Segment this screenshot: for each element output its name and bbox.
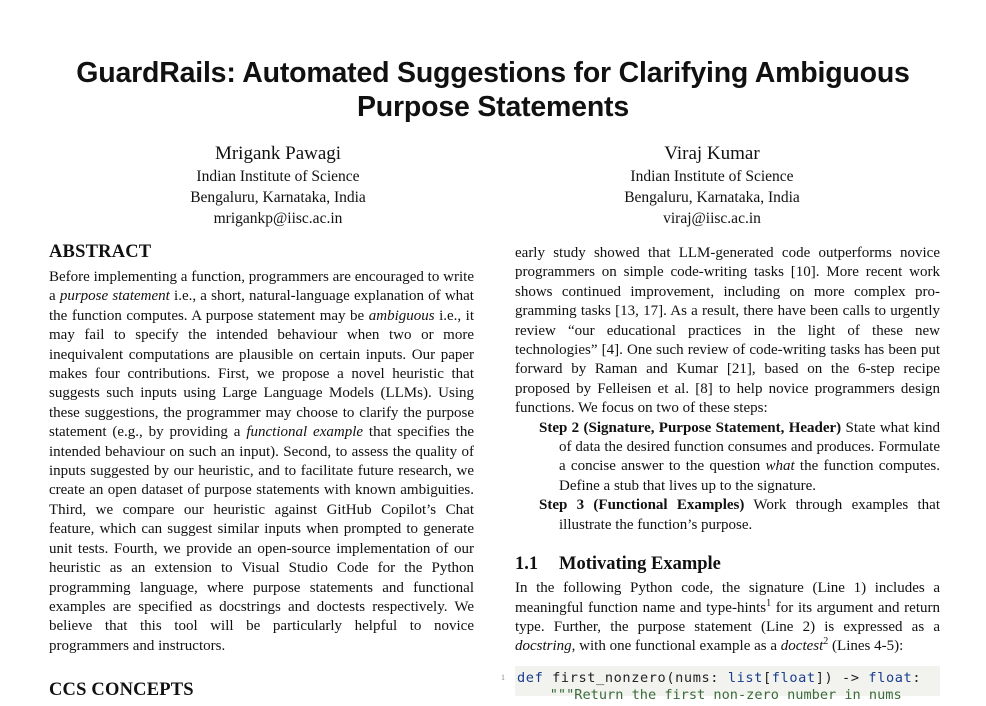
code-line-1: [517, 669, 921, 687]
text-run: Before implementing a function, programmers are encouraged to write a: [49, 269, 474, 305]
author-location: Bengaluru, Karnataka, India: [624, 189, 800, 206]
abstract-heading: ABSTRACT: [49, 242, 152, 262]
emphasis: docstring: [515, 638, 572, 655]
author-block-1: [98, 142, 458, 229]
step-label: Step 2 (Signature, Purpose Statement, Header): [539, 419, 842, 436]
emphasis: ambiguous: [368, 307, 435, 324]
step-label: Step 3 (Functional Examples): [539, 497, 745, 514]
section-number: 1.1: [515, 554, 539, 575]
emphasis: doctest: [780, 638, 824, 655]
text-run: (Lines 4-5):: [828, 638, 904, 655]
text-run: Work through examples that illustrate the function’s purpose.: [559, 497, 940, 533]
abstract-text: [49, 268, 474, 656]
keyword: def: [517, 670, 544, 686]
author-email[interactable]: mrigankp@iisc.ac.in: [213, 210, 343, 227]
code-line-2: """Return the first non-zero number in nums: [517, 687, 902, 703]
code-text: first_nonzero(nums:: [543, 670, 728, 686]
type-name: float: [868, 670, 913, 686]
author-institution: Indian Institute of Science: [630, 168, 794, 185]
author-name: Mrigank Pawagi: [214, 143, 342, 164]
intro-paragraph: early study showed that LLM-generated code outperforms novice programmers on simple code-writing tasks [10]. More recent work shows continued improvement, including on more complex programming tasks [13, 17]. As a result, there have been calls to urgently review “our educational practices in the light of these new technologies” [4]. One such review of code-writing tasks has been put forward by Raman and Kumar [21], based on the 6-step recipe proposed by Felleisen et al. [8] to help novice programmers design functions. We focus on two of these steps:: [515, 245, 940, 417]
author-institution: Indian Institute of Science: [196, 168, 360, 185]
ccs-concepts-heading: CCS CONCEPTS: [49, 680, 194, 701]
emphasis: what: [765, 458, 795, 475]
code-text: :: [912, 670, 922, 686]
author-location: Bengaluru, Karnataka, India: [190, 189, 366, 206]
emphasis: functional example: [246, 424, 364, 441]
author-email[interactable]: viraj@iisc.ac.in: [663, 210, 761, 227]
text-run: the function computes. Define a stub that lives up to the signature.: [559, 458, 940, 494]
section-heading: [515, 552, 940, 576]
step-item: [539, 496, 940, 535]
emphasis: purpose statement: [59, 288, 170, 305]
footnote-marker[interactable]: 1: [766, 597, 772, 609]
section-title: Motivating Example: [559, 554, 721, 575]
step-item: [539, 419, 940, 497]
text-run: that specifies the intended behaviour on such an input). Second, to assess the quality of inputs suggested by our heuristic, and to facilitate future research, we create an open dataset of purpose statements with known ambiguities. Third, we compare our heuristic against GitHub Copilot’s Chat feature, which can suggest similar inputs when prompted to generate unit tests. Fourth, we provide an open-source implementation of our heuristic as an extension to Visual Studio Code for the Python programming language, where purpose statements and functional examples are specified as docstrings and doctests respectively. We believe that this tool will be particularly helpful to novice programmers and instructors.: [49, 424, 474, 654]
example-paragraph: [515, 579, 940, 657]
text-run: In the following Python code, the signature (Line 1) includes a meaningful function name and type-hints: [515, 580, 940, 616]
type-name: float: [771, 670, 816, 686]
text-run: , with one functional example as a: [571, 638, 781, 655]
paper-title: [0, 56, 986, 124]
code-text: [: [762, 670, 772, 686]
title-line-1: GuardRails: Automated Suggestions for Clarifying Ambiguous: [76, 57, 910, 89]
type-name: list: [727, 670, 763, 686]
text-run: State what kind of data the desired function consumes and produces. Formulate a concise answer to the question: [559, 419, 940, 475]
author-block-2: [532, 142, 892, 229]
title-line-2: Purpose Statements: [357, 91, 629, 123]
footnote-marker[interactable]: 2: [823, 636, 829, 648]
right-column: [515, 244, 940, 657]
text-run: for its argument and return type. Further, the purpose statement (Line 2) is expressed as a: [515, 599, 940, 635]
steps-list: [515, 419, 940, 535]
code-text: ]) ->: [815, 670, 869, 686]
line-number: 1: [501, 673, 505, 682]
code-listing: [501, 666, 940, 703]
left-column: [49, 240, 474, 706]
text-run: i.e., a short, natural-language explanation of what the function computes. A purpose statement may be: [49, 288, 474, 324]
author-name: Viraj Kumar: [664, 143, 760, 164]
text-run: i.e., it may fail to specify the intended behaviour when two or more inequivalent computations are plausible on certain inputs. Our paper makes four contributions. First, we propose a novel heuristic that suggests such inputs using Large Language Models (LLMs). Using these suggestions, the programmer may choose to clarify the purpose statement (e.g., by providing a: [49, 307, 474, 441]
